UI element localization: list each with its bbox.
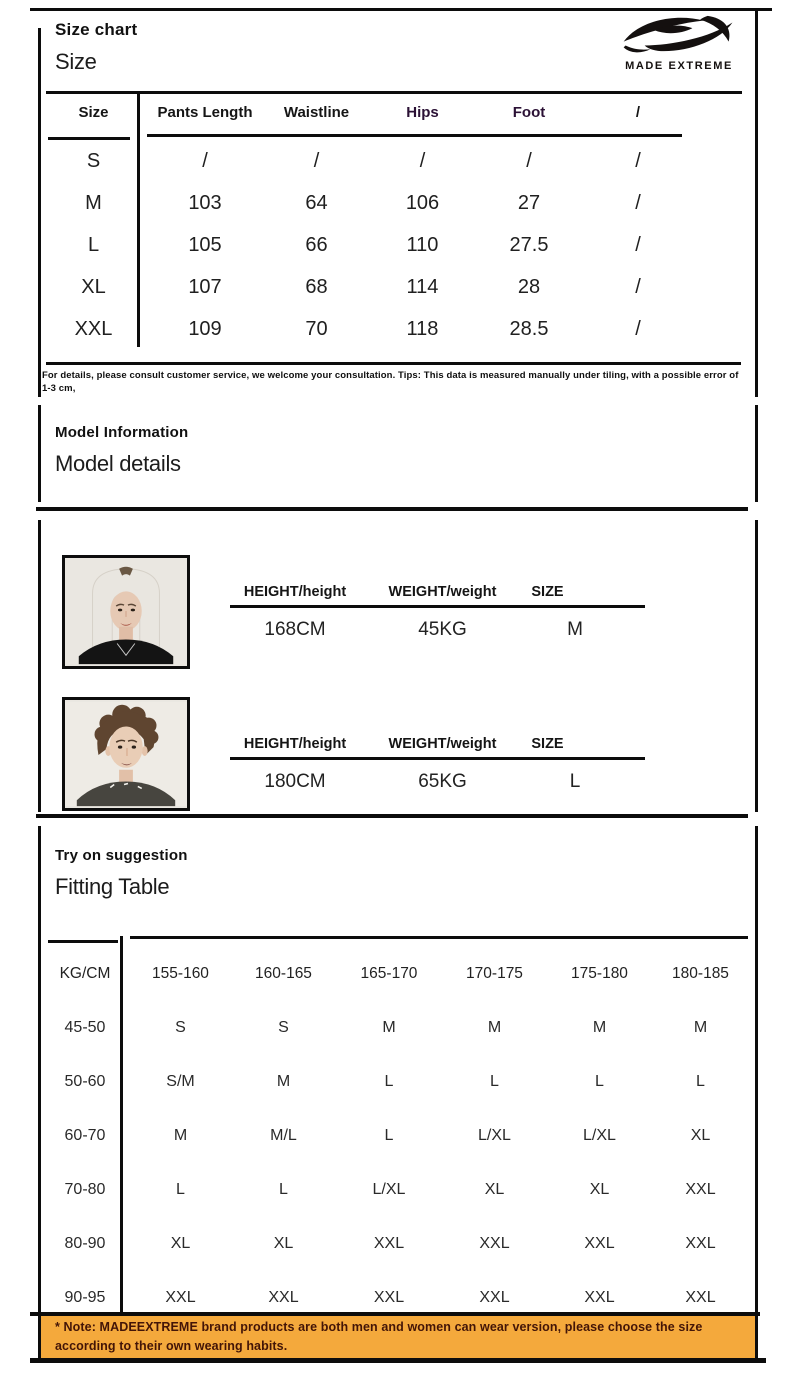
size-table-body: [40, 140, 693, 350]
fitting-row-label: 60-70: [64, 1127, 106, 1144]
fitting-body: [40, 1001, 749, 1325]
brand-logo: [617, 13, 741, 72]
top-divider: [30, 8, 772, 11]
size-cell: /: [635, 317, 641, 340]
page-border-right-3: [755, 520, 758, 812]
fitting-top-rule-right: [130, 936, 748, 939]
fitting-row-label: 70-80: [64, 1181, 106, 1198]
fitting-col-header: 180-185: [672, 965, 729, 982]
size-cell: /: [526, 149, 532, 172]
fitting-title: Try on suggestion: [55, 847, 188, 864]
measurement-note: For details, please consult customer service, we welcome your consultation. Tips: This data is measured manually under tiling, with a possible error of 1-3 cm,: [42, 370, 739, 395]
fitting-cell: L: [595, 1073, 604, 1090]
size-cell: 107: [188, 275, 222, 298]
fitting-cell: XXL: [685, 1289, 716, 1306]
model2-height-value: 180CM: [264, 771, 326, 792]
size-cell: 28: [517, 275, 541, 298]
fitting-col-header: 155-160: [152, 965, 209, 982]
size-table-header-rule-right: [147, 134, 682, 137]
size-cell: 28.5: [509, 317, 549, 340]
note-bar-top-rule: [46, 362, 741, 365]
fitting-cell: M/L: [270, 1127, 297, 1144]
size-cell: /: [313, 149, 320, 172]
size-chart-title: Size chart: [55, 20, 138, 39]
size-table-header-hips: Hips: [406, 103, 439, 121]
size-cell: 110: [406, 233, 439, 256]
fitting-cell: XXL: [373, 1289, 405, 1306]
fitting-cell: S: [175, 1019, 186, 1036]
model2-header-weight: WEIGHT/weight: [388, 736, 497, 752]
brand-logo-text: MADE EXTREME: [625, 60, 733, 72]
size-row-label: XXL: [74, 317, 113, 340]
page-border-left-3: [38, 520, 41, 812]
fitting-cell: XL: [273, 1235, 294, 1252]
fitting-cell: XXL: [373, 1235, 405, 1252]
size-cell: /: [635, 149, 641, 172]
female-model-photo: [62, 555, 190, 669]
size-cell: /: [635, 191, 641, 214]
fitting-corner-label: KG/CM: [59, 965, 111, 982]
page-border-right-4: [755, 826, 758, 1358]
fitting-cell: L: [490, 1073, 499, 1090]
size-cell: 27.5: [509, 233, 549, 256]
model2-header-size: SIZE: [531, 736, 564, 752]
model1-header-height: HEIGHT/height: [243, 584, 347, 600]
fitting-row-label: 80-90: [64, 1235, 106, 1252]
female-model-illustration: [65, 558, 187, 666]
fitting-cell: M: [173, 1127, 188, 1144]
fitting-cell: XL: [484, 1181, 505, 1198]
size-row-label: S: [86, 149, 101, 172]
fitting-subtitle: Fitting Table: [55, 874, 170, 899]
model-info-title: Model Information: [55, 424, 189, 441]
model1-rule: [230, 605, 645, 608]
size-table-header-size: Size: [78, 103, 109, 121]
fitting-cell: XXL: [479, 1235, 510, 1252]
size-cell: 64: [305, 191, 328, 214]
wear-note-text: * Note: MADEEXTREME brand products are both men and women can wear version, please choose the size according to their own wearing habits.: [55, 1320, 703, 1353]
model2-header-height: HEIGHT/height: [243, 736, 347, 752]
size-row-label: M: [85, 191, 102, 214]
fitting-cell: XXL: [584, 1235, 615, 1252]
orange-note-bar: [41, 1316, 755, 1358]
model2-weight-value: 65KG: [418, 771, 467, 792]
size-cell: 106: [405, 191, 440, 214]
model2-rule: [230, 757, 645, 760]
fitting-cell: M: [693, 1019, 708, 1036]
fitting-header-row: [40, 940, 749, 1008]
fitting-cell: XL: [690, 1127, 711, 1144]
fitting-cell: L/XL: [372, 1181, 406, 1198]
model1-weight-value: 45KG: [418, 619, 467, 640]
model1-header-weight: WEIGHT/weight: [388, 584, 497, 600]
fitting-cell: XXL: [165, 1289, 196, 1306]
section-2-bottom-divider: [36, 507, 748, 511]
page-border-right-2: [755, 405, 758, 502]
size-cell: /: [419, 149, 426, 172]
fitting-cell: XL: [589, 1181, 610, 1198]
fitting-cell: L: [384, 1073, 394, 1090]
fitting-col-header: 170-175: [466, 965, 523, 982]
fitting-cell: XXL: [685, 1235, 716, 1252]
fitting-cell: M: [382, 1019, 396, 1036]
male-model-illustration: [65, 700, 187, 808]
fitting-cell: M: [276, 1073, 291, 1090]
fitting-cell: L: [279, 1181, 288, 1198]
fitting-row-label: 45-50: [64, 1019, 106, 1036]
fitting-cell: XXL: [584, 1289, 615, 1306]
size-row-label: L: [87, 233, 100, 256]
size-cell: 70: [305, 317, 328, 340]
size-table-header-foot: Foot: [512, 103, 546, 121]
fitting-cell: XXL: [268, 1289, 299, 1306]
size-table-header-slash: /: [635, 103, 641, 121]
model2-size-value: L: [569, 771, 581, 792]
model1-size-value: M: [567, 619, 583, 640]
size-cell: /: [635, 233, 641, 256]
model-info-subtitle: Model details: [55, 451, 181, 476]
size-cell: /: [202, 149, 208, 172]
size-cell: 103: [188, 191, 222, 214]
size-cell: 114: [406, 275, 439, 298]
size-cell: 27: [517, 191, 541, 214]
size-table-header-waistline: Waistline: [283, 103, 350, 121]
model1-header-size: SIZE: [531, 584, 564, 600]
brand-swoosh-icon: [620, 13, 738, 55]
fitting-col-header: 165-170: [360, 965, 418, 982]
page-border-left-2: [38, 405, 41, 502]
size-cell: 118: [406, 317, 439, 340]
fitting-cell: XXL: [479, 1289, 510, 1306]
fitting-cell: S: [278, 1019, 289, 1036]
fitting-cell: L: [176, 1181, 185, 1198]
page-border-right-1: [755, 10, 758, 397]
fitting-cell: M: [592, 1019, 607, 1036]
fitting-col-header: 160-165: [255, 965, 312, 982]
size-cell: /: [635, 275, 641, 298]
fitting-cell: L: [384, 1127, 394, 1144]
male-model-photo: [62, 697, 190, 811]
fitting-cell: M: [487, 1019, 502, 1036]
bottom-divider: [30, 1358, 766, 1363]
size-cell: 105: [188, 233, 222, 256]
fitting-cell: L/XL: [583, 1127, 616, 1144]
fitting-cell: L/XL: [478, 1127, 511, 1144]
fitting-row-label: 90-95: [64, 1289, 106, 1306]
fitting-cell: L: [696, 1073, 705, 1090]
fitting-row-label: 50-60: [64, 1073, 106, 1090]
fitting-cell: S/M: [166, 1073, 195, 1090]
fitting-col-header: 175-180: [571, 965, 628, 982]
size-table-header-row: [40, 90, 693, 134]
size-chart-subtitle: Size: [55, 49, 97, 74]
section-3-bottom-divider: [36, 814, 748, 818]
fitting-cell: XXL: [685, 1181, 716, 1198]
fitting-cell: XL: [170, 1235, 191, 1252]
size-table-header-pants-length: Pants Length: [157, 103, 253, 121]
size-row-label: XL: [81, 275, 106, 298]
size-cell: 109: [188, 317, 222, 340]
model1-height-value: 168CM: [264, 619, 326, 640]
size-cell: 66: [305, 233, 328, 256]
size-cell: 68: [305, 275, 328, 298]
